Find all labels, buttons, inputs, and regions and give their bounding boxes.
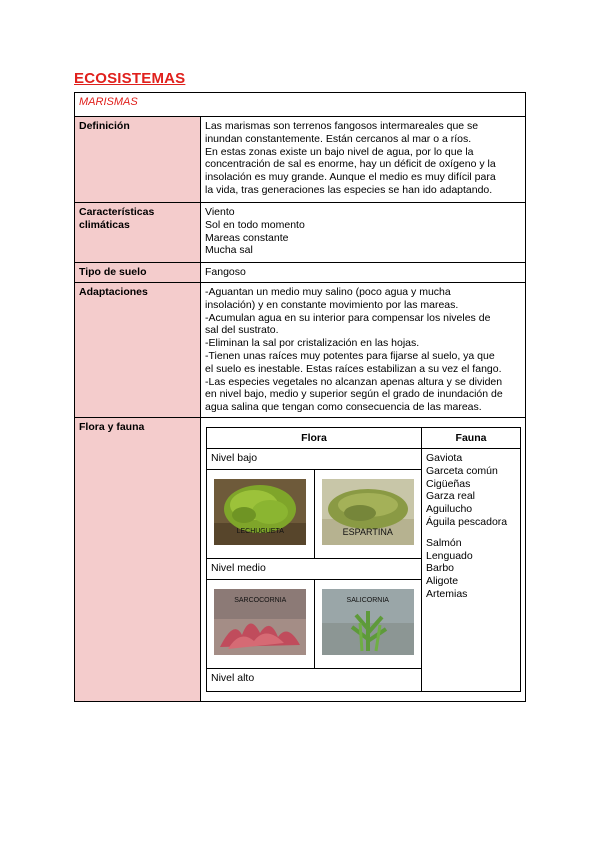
soil-label: Tipo de suelo (75, 263, 201, 283)
fauna-item: Garza real (426, 490, 476, 503)
definition-label: Definición (75, 117, 201, 203)
lechugueta-photo (214, 479, 306, 545)
fauna-list (422, 448, 521, 691)
definition-line: En estas zonas existe un bajo nivel de agua, por lo que la (205, 145, 474, 158)
climate-label (75, 203, 201, 263)
sarcocornia-photo (214, 589, 306, 655)
sarcocornia-caption: SARCOCORNIA (234, 597, 287, 605)
espartina-caption: ESPARTINA (342, 527, 393, 538)
adaptations-text (201, 283, 526, 418)
climate-text (201, 203, 526, 263)
fauna-item: Salmón (426, 536, 462, 549)
ecosystem-name: MARISMAS (75, 93, 526, 117)
fauna-item: Artemias (426, 587, 468, 600)
adaptation-line: agua salina que tengan como consecuencia de las mareas. (205, 401, 482, 414)
fauna-item: Aligote (426, 575, 459, 588)
soil-value: Fangoso (201, 263, 526, 283)
level-medium: Nivel medio (207, 558, 422, 579)
climate-line: Mareas constante (205, 231, 289, 244)
fauna-item: Barbo (426, 562, 455, 575)
flora-fauna-cell (201, 417, 526, 701)
fauna-item: Cigüeñas (426, 477, 471, 490)
level-low: Nivel bajo (207, 448, 422, 469)
adaptation-line: -Tienen unas raíces muy potentes para fijarse al suelo, ya que (205, 349, 495, 362)
photo-cell (207, 579, 315, 668)
adaptation-line: -Aguantan un medio muy salino (poco agua y mucha (205, 286, 451, 298)
flora-fauna-table (206, 427, 521, 692)
photo-cell (314, 579, 422, 668)
definition-line: la vida, tras generaciones las especies se han ido adaptando. (205, 183, 493, 196)
climate-line: Sol en todo momento (205, 218, 305, 231)
adaptation-line: -Eliminan la sal por cristalización en las hojas. (205, 337, 420, 350)
definition-line: Las marismas son terrenos fangosos intermareales que se (205, 120, 479, 132)
fauna-item: Garceta común (426, 464, 498, 477)
document-title: ECOSISTEMAS (74, 70, 186, 87)
espartina-photo (322, 479, 414, 545)
fauna-header: Fauna (422, 427, 521, 448)
photo-cell (314, 469, 422, 558)
adaptation-line: el suelo es inestable. Estas raíces estabilizan a su vez el fango. (205, 362, 502, 375)
adaptation-line: -Las especies vegetales no alcanzan apenas altura y se dividen (205, 375, 503, 388)
fauna-item: Águila pescadora (426, 515, 508, 528)
climate-line: Viento (205, 206, 235, 218)
climate-label-line: climáticas (79, 218, 130, 231)
adaptation-line: en nivel bajo, medio y superior según el grado de inundación de (205, 388, 503, 401)
definition-line: inundan constantemente. Están cercanos al mar o a ríos. (205, 132, 472, 145)
ecosystem-table (74, 92, 526, 702)
salicornia-photo (322, 589, 414, 655)
adaptation-line: insolación) y en constante movimiento por las mareas. (205, 298, 459, 311)
fauna-item: Aguilucho (426, 503, 473, 516)
flora-fauna-label: Flora y fauna (75, 417, 201, 701)
definition-text (201, 117, 526, 203)
climate-label-line: Características (79, 206, 155, 218)
fauna-item: Lenguado (426, 549, 473, 562)
adaptations-label: Adaptaciones (75, 283, 201, 418)
flora-header: Flora (207, 427, 422, 448)
adaptation-line: -Acumulan agua en su interior para compensar los niveles de (205, 311, 491, 324)
climate-line: Mucha sal (205, 244, 253, 257)
level-high: Nivel alto (207, 668, 422, 691)
definition-line: concentración de sal es enorme, hay un déficit de oxígeno y la (205, 158, 496, 171)
definition-line: insolación es muy grande. Aunque el medio es muy difícil para (205, 171, 496, 184)
lechugueta-caption: LECHUGUETA (236, 528, 284, 536)
photo-cell (207, 469, 315, 558)
salicornia-caption: SALICORNIA (346, 597, 389, 605)
fauna-item: Gaviota (426, 451, 463, 464)
adaptation-line: sal del sustrato. (205, 324, 279, 337)
